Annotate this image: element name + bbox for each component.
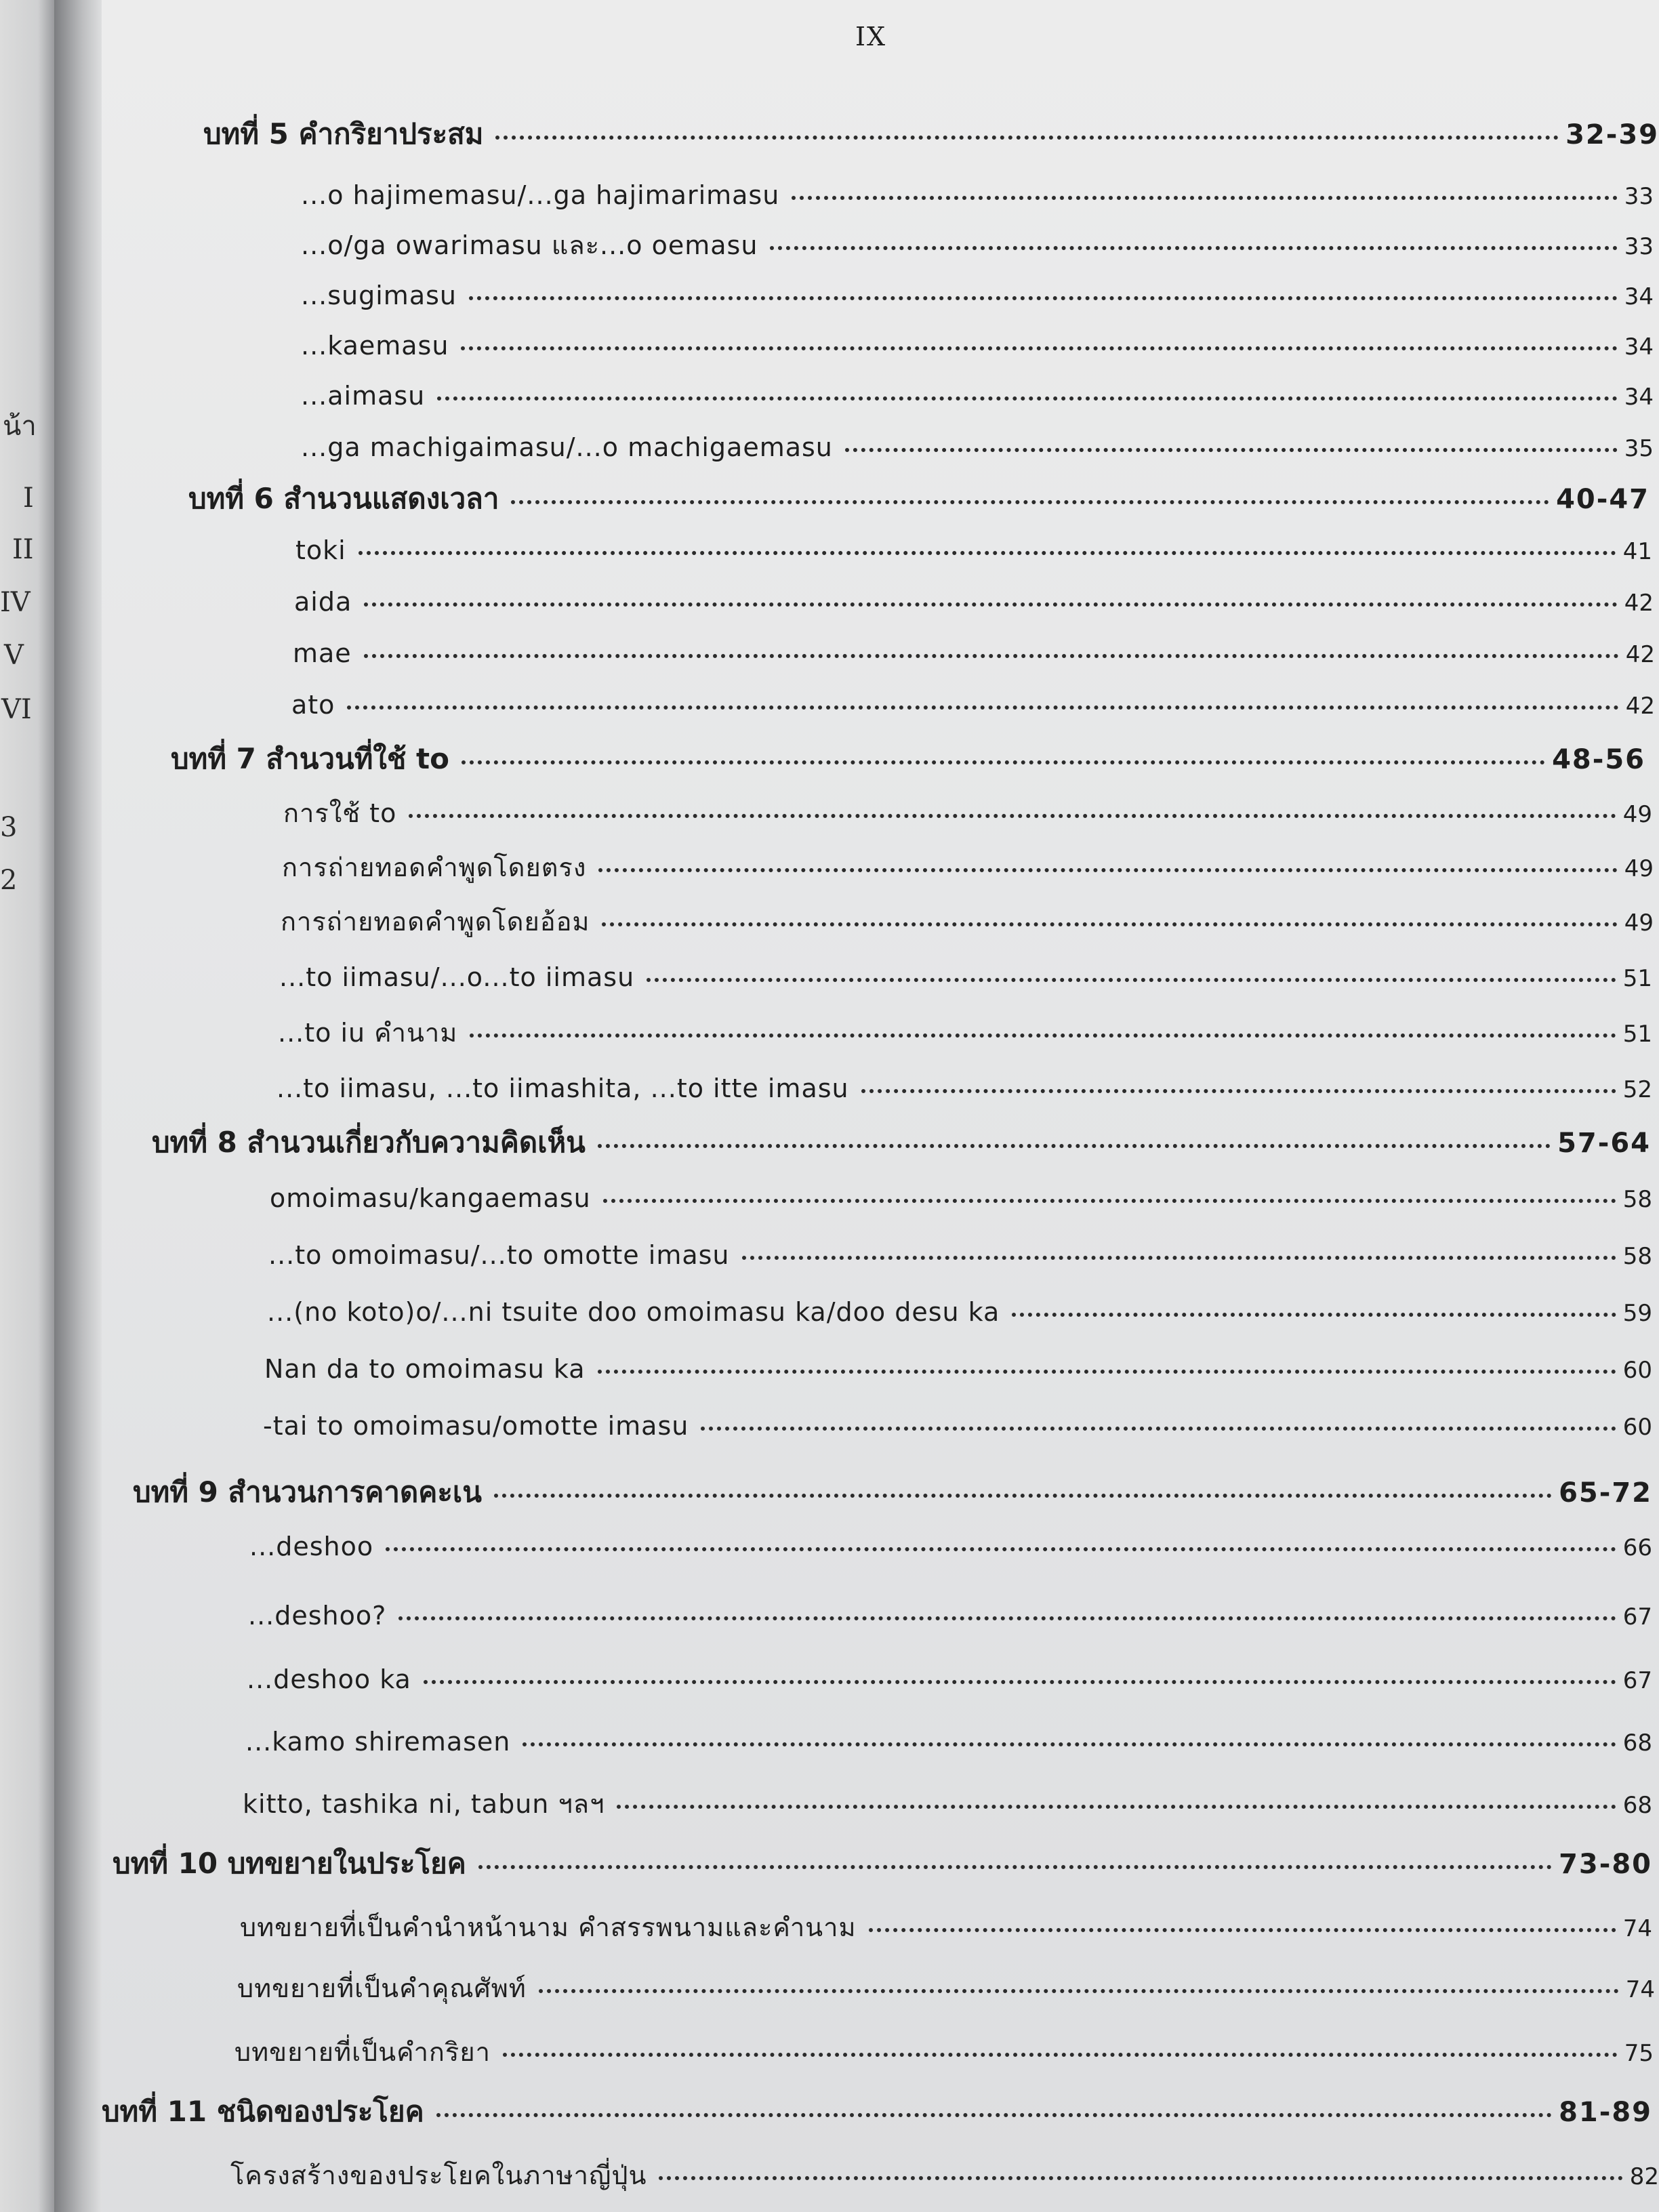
entry-page: 42 xyxy=(1625,641,1655,668)
entry-page: 33 xyxy=(1624,233,1654,260)
chapter-pages: 65-72 xyxy=(1559,1477,1652,1509)
dot-leader xyxy=(861,1089,1616,1093)
chapter-title: บทที่ 10 บทขยายในประโยค xyxy=(112,1847,466,1880)
book-gutter xyxy=(54,0,102,2212)
entry-title: ...to iimasu/...o...to iimasu xyxy=(279,962,635,992)
dot-leader xyxy=(437,396,1617,401)
toc-entry-row xyxy=(245,1721,1652,1762)
chapter-title: บทที่ 11 ชนิดของประโยค xyxy=(102,2095,424,2128)
entry-title: ...aimasu xyxy=(301,381,426,411)
dot-leader xyxy=(495,136,1559,140)
toc-chapter-row xyxy=(133,1472,1652,1513)
entry-title: บทขยายที่เป็นคำคุณศัพท์ xyxy=(237,1973,527,2003)
toc-entry-row xyxy=(248,1595,1652,1636)
entry-page: 51 xyxy=(1622,965,1652,992)
dot-leader xyxy=(462,760,1545,764)
entry-page: 49 xyxy=(1622,801,1652,828)
toc-entry-row xyxy=(237,1968,1655,2009)
dot-leader xyxy=(386,1547,1616,1551)
toc-page xyxy=(102,0,1659,2212)
dot-leader xyxy=(742,1256,1616,1260)
entry-title: ...kamo shiremasen xyxy=(245,1727,511,1757)
dot-leader xyxy=(424,1680,1616,1684)
dot-leader xyxy=(1012,1313,1616,1317)
toc-entry-row xyxy=(301,325,1654,366)
toc-chapter-row xyxy=(188,478,1650,519)
left-page-mark: VI xyxy=(1,694,32,725)
dot-leader xyxy=(539,1989,1619,1993)
entry-page: 75 xyxy=(1624,2040,1654,2067)
entry-page: 52 xyxy=(1622,1076,1652,1103)
entry-page: 51 xyxy=(1622,1021,1652,1048)
entry-title: omoimasu/kangaemasu xyxy=(270,1183,591,1213)
toc-entry-row xyxy=(301,225,1654,266)
left-page-mark: IV xyxy=(0,587,30,618)
chapter-pages: 81-89 xyxy=(1559,2097,1652,2128)
dot-leader xyxy=(602,922,1617,926)
chapter-pages: 40-47 xyxy=(1556,484,1650,515)
chapter-title: บทที่ 9 สำนวนการคาดคะเน xyxy=(133,1475,482,1509)
dot-leader xyxy=(659,2176,1622,2180)
dot-leader xyxy=(647,978,1616,982)
dot-leader xyxy=(869,1928,1616,1932)
entry-title: ...deshoo ka xyxy=(247,1664,411,1694)
chapter-pages: 48-56 xyxy=(1552,744,1645,775)
toc-entry-row xyxy=(247,1659,1652,1700)
entry-title: Nan da to omoimasu ka xyxy=(264,1354,586,1384)
entry-title: การใช้ to xyxy=(283,798,397,828)
entry-title: kitto, tashika ni, tabun ฯลฯ xyxy=(243,1789,605,1819)
dot-leader xyxy=(598,1144,1551,1148)
entry-page: 82 xyxy=(1629,2163,1659,2190)
entry-title: ...sugimasu xyxy=(301,281,457,310)
toc-entry-row xyxy=(276,1068,1652,1109)
dot-leader xyxy=(398,1616,1616,1620)
dot-leader xyxy=(598,1370,1616,1374)
chapter-title: บทที่ 8 สำนวนเกี่ยวกับความคิดเห็น xyxy=(152,1126,586,1159)
entry-title: ...to iimasu, ...to iimashita, ...to itte imasu xyxy=(276,1073,849,1103)
dot-leader xyxy=(603,1199,1616,1203)
toc-entry-row xyxy=(301,275,1654,316)
left-page-edge xyxy=(0,0,54,2212)
toc-entry-row xyxy=(267,1292,1652,1332)
toc-chapter-row xyxy=(152,1122,1651,1163)
left-page-mark: II xyxy=(12,534,34,565)
toc-entry-row xyxy=(279,957,1652,998)
entry-page: 34 xyxy=(1624,333,1654,361)
dot-leader xyxy=(494,1494,1552,1498)
entry-page: 58 xyxy=(1622,1243,1652,1270)
left-page-mark: 2 xyxy=(0,865,18,896)
left-page-mark: I xyxy=(23,483,34,514)
entry-page: 42 xyxy=(1624,590,1654,617)
entry-page: 60 xyxy=(1622,1414,1652,1441)
dot-leader xyxy=(359,551,1616,555)
toc-entry-row xyxy=(283,793,1652,834)
entry-page: 68 xyxy=(1622,1729,1652,1757)
toc-entry-row xyxy=(301,427,1654,468)
dot-leader xyxy=(617,1805,1616,1809)
entry-title: aida xyxy=(294,587,352,617)
entry-page: 49 xyxy=(1624,855,1654,882)
dot-leader xyxy=(701,1427,1616,1431)
dot-leader xyxy=(503,2053,1618,2057)
entry-title: การถ่ายทอดคำพูดโดยอ้อม xyxy=(281,907,590,937)
toc-entry-row xyxy=(294,581,1654,622)
dot-leader xyxy=(364,602,1617,607)
toc-entry-row xyxy=(249,1526,1652,1567)
toc-entry-row xyxy=(301,175,1654,216)
entry-page: 58 xyxy=(1622,1186,1652,1213)
toc-entry-row xyxy=(295,530,1652,571)
toc-chapter-row xyxy=(102,2091,1652,2132)
entry-title: toki xyxy=(295,535,346,565)
chapter-pages: 32-39 xyxy=(1565,119,1659,150)
left-page-mark: V xyxy=(4,640,24,671)
chapter-title: บทที่ 5 คำกริยาประสม xyxy=(203,117,484,150)
entry-title: ...deshoo xyxy=(249,1532,374,1561)
entry-title: บทขยายที่เป็นคำนำหน้านาม คำสรรพนามและคำนาม xyxy=(240,1912,857,1942)
toc-entry-row xyxy=(243,1784,1652,1824)
entry-page: 34 xyxy=(1624,283,1654,310)
toc-entry-row xyxy=(282,847,1654,888)
entry-title: ato xyxy=(291,690,335,720)
dot-leader xyxy=(409,814,1616,818)
left-page-mark: 3 xyxy=(0,812,18,843)
dot-leader xyxy=(470,1033,1616,1038)
dot-leader xyxy=(792,196,1617,200)
dot-leader xyxy=(845,448,1618,452)
toc-entry-row xyxy=(268,1235,1652,1275)
entry-title: ...o/ga owarimasu และ...o oemasu xyxy=(301,230,758,260)
entry-title: ...deshoo? xyxy=(248,1601,387,1631)
toc-entry-row xyxy=(293,633,1655,674)
entry-page: 49 xyxy=(1624,909,1654,937)
entry-title: ...kaemasu xyxy=(301,331,449,361)
entry-page: 66 xyxy=(1622,1534,1652,1561)
entry-page: 59 xyxy=(1622,1300,1652,1327)
dot-leader xyxy=(347,705,1618,710)
dot-leader xyxy=(511,500,1549,504)
toc-entry-row xyxy=(270,1178,1652,1218)
dot-leader xyxy=(770,246,1617,250)
toc-entry-row xyxy=(281,901,1654,942)
entry-page: 42 xyxy=(1625,693,1655,720)
entry-title: ...(no koto)o/...ni tsuite doo omoimasu ka/doo desu ka xyxy=(267,1297,1000,1327)
toc-entry-row xyxy=(291,684,1655,725)
entry-page: 67 xyxy=(1622,1603,1652,1631)
page-number: IX xyxy=(855,22,887,52)
entry-title: mae xyxy=(293,638,352,668)
toc-entry-row xyxy=(264,1349,1652,1389)
dot-leader xyxy=(598,868,1617,872)
toc-chapter-row xyxy=(171,739,1645,779)
entry-page: 68 xyxy=(1622,1792,1652,1819)
entry-page: 34 xyxy=(1624,384,1654,411)
toc-chapter-row xyxy=(112,1843,1652,1884)
entry-title: ...o hajimemasu/...ga hajimarimasu xyxy=(301,180,780,210)
entry-title: ...to iu คำนาม xyxy=(278,1018,458,1048)
toc-entry-row xyxy=(240,1907,1652,1948)
dot-leader xyxy=(364,654,1619,658)
toc-entry-row xyxy=(263,1406,1652,1446)
toc-entry-row xyxy=(278,1012,1652,1053)
entry-page: 41 xyxy=(1622,538,1652,565)
toc-entry-row xyxy=(234,2032,1654,2072)
dot-leader xyxy=(523,1742,1616,1746)
entry-page: 74 xyxy=(1625,1976,1655,2003)
toc-chapter-row xyxy=(203,114,1659,155)
entry-title: บทขยายที่เป็นคำกริยา xyxy=(234,2037,491,2067)
entry-title: ...ga machigaimasu/...o machigaemasu xyxy=(301,432,833,462)
dot-leader xyxy=(461,346,1617,350)
left-page-mark: น้า xyxy=(3,411,37,442)
chapter-title: บทที่ 6 สำนวนแสดงเวลา xyxy=(188,482,499,515)
entry-page: 74 xyxy=(1622,1915,1652,1942)
toc-entry-row xyxy=(301,375,1654,416)
entry-page: 33 xyxy=(1624,183,1654,210)
chapter-title: บทที่ 7 สำนวนที่ใช้ to xyxy=(171,742,449,775)
entry-title: การถ่ายทอดคำพูดโดยตรง xyxy=(282,853,587,882)
toc-entry-row xyxy=(230,2155,1659,2196)
chapter-pages: 57-64 xyxy=(1557,1128,1651,1159)
entry-page: 67 xyxy=(1622,1667,1652,1694)
entry-page: 35 xyxy=(1624,435,1654,462)
dot-leader xyxy=(436,2113,1552,2117)
entry-page: 60 xyxy=(1622,1357,1652,1384)
dot-leader xyxy=(469,296,1618,300)
entry-title: โครงสร้างของประโยคในภาษาญี่ปุ่น xyxy=(230,2160,647,2190)
dot-leader xyxy=(478,1865,1552,1869)
entry-title: -tai to omoimasu/omotte imasu xyxy=(263,1411,689,1441)
entry-title: ...to omoimasu/...to omotte imasu xyxy=(268,1240,730,1270)
chapter-pages: 73-80 xyxy=(1559,1849,1652,1880)
